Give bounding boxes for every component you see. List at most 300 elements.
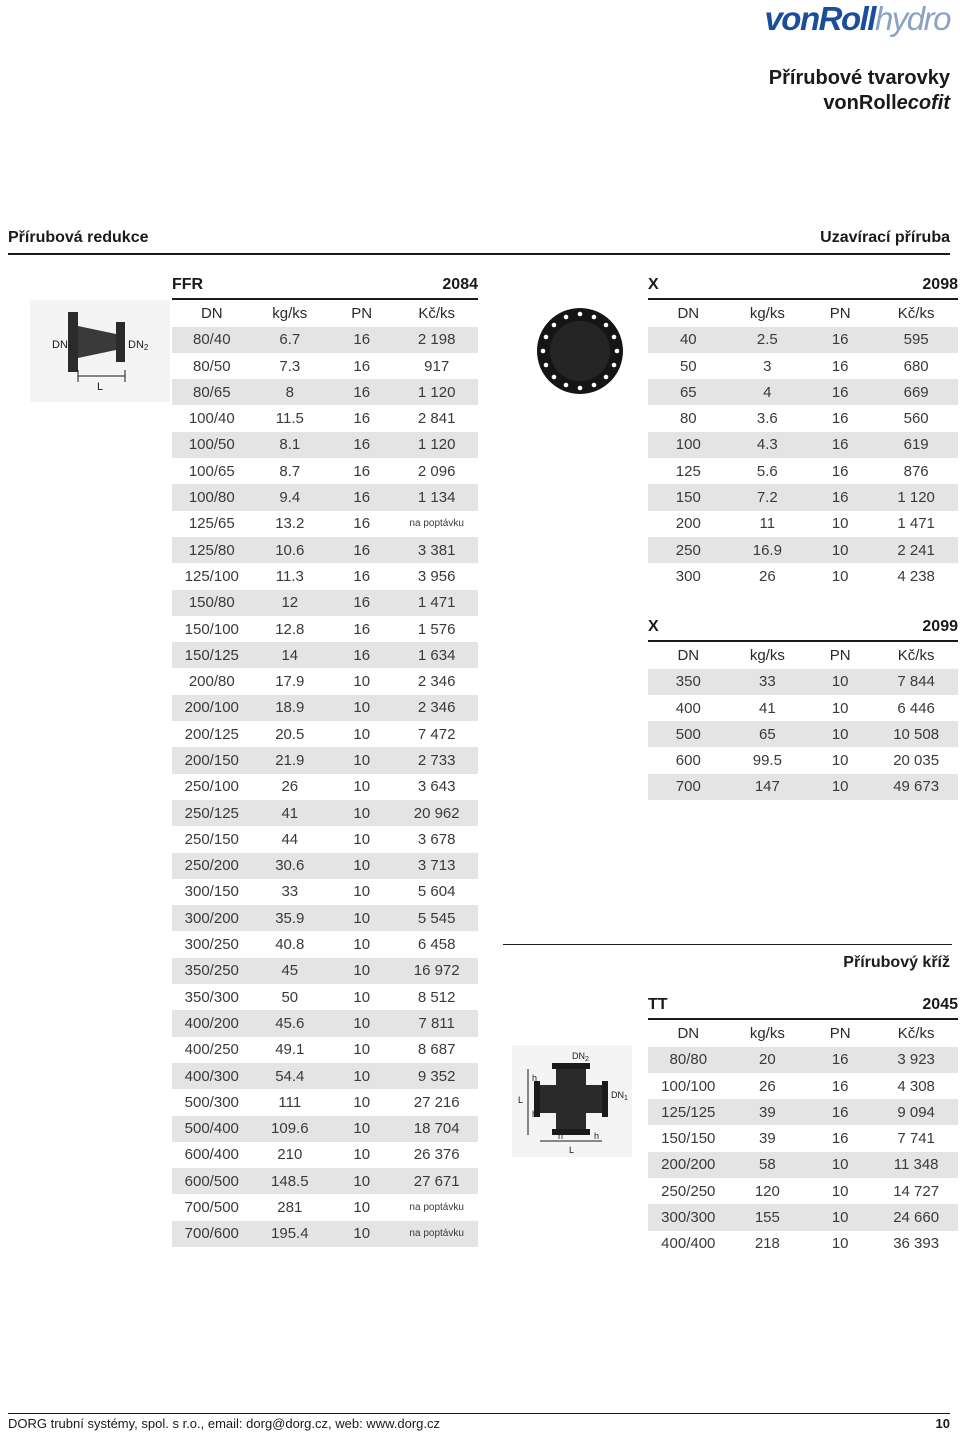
table-cell: 2 841 [417,410,456,428]
table-cell: 7 472 [417,725,456,743]
table-cell: 250 [648,537,729,563]
table-cell: 669 [874,379,958,405]
table-cell: 300/150 [184,883,239,901]
table-cell: 10 [831,752,849,770]
table-cell: 39 [759,1130,776,1148]
column-header: PN [829,1024,851,1042]
table-cell: 10 [328,905,395,931]
table-cell: 8 687 [417,1041,456,1059]
footer-company: DORG trubní systémy, spol. s r.o., email: dorg@dorg.cz, web: www.dorg.cz [8,1416,440,1431]
table-cell: 10 [328,1168,395,1194]
table-row [648,1047,958,1073]
table-row [172,695,478,721]
table-cell: 5 545 [395,905,478,931]
table-cell: 41 [252,800,329,826]
table-cell: 250/150 [184,830,239,848]
table-cell: 1 134 [395,484,478,510]
table-cell: 16 [831,462,849,480]
table-cell: 11 348 [874,1152,958,1178]
table-cell: 125 [675,462,701,480]
table-cell: 7 811 [395,1010,478,1036]
table-cell: 400/200 [172,1010,252,1036]
table-cell: 27 671 [395,1168,478,1194]
table-cell: 20 [729,1047,807,1073]
table-cell: 2 346 [395,695,478,721]
table-cell: 150/80 [172,590,252,616]
table-cell: 1 471 [897,515,935,533]
table-cell: 5.6 [756,462,778,480]
table-cell: 4.3 [729,432,807,458]
table-cell: 10 [806,537,874,563]
table-cell: 400/300 [172,1063,252,1089]
table-cell: 10 [806,669,874,695]
column-header-row [648,1019,958,1046]
table-cell: 281 [277,1199,303,1217]
table-cell: 16 [328,537,395,563]
section-title-cross: Přírubový kříž [843,954,950,971]
table-cell: 250/125 [172,800,252,826]
table-cell: 200/80 [188,673,235,691]
table-cell: 200 [675,515,701,533]
table-cell: 16 [328,432,395,458]
table-header [648,992,958,1019]
table-cell: 300/250 [184,936,239,954]
table-cell: 4 238 [897,567,935,585]
table-cell: 200/100 [172,695,252,721]
table-cell: 16 [353,515,371,533]
table-cell: 80/65 [172,379,252,405]
table-cell: 11.5 [275,410,304,428]
table-row [172,747,478,773]
table-cell: 10 [806,1204,874,1230]
table-row [172,642,478,668]
table-cell: 3 678 [417,830,456,848]
table-code: 2098 [922,276,958,294]
table-cell: 700/500 [184,1199,239,1217]
table-cell: 16 [831,357,849,375]
table-cell: 20 035 [893,752,940,770]
table-cell: 40 [648,327,729,353]
table-cell: 111 [278,1093,302,1111]
table-cell: 7.2 [729,484,807,510]
table-cell: 10 [353,1199,371,1217]
cross-price-table [648,992,958,1257]
table-name: X [648,276,659,294]
table-row [172,984,478,1010]
table-cell: 125/65 [188,515,235,533]
table-cell: 1 634 [395,642,478,668]
table-cell: 560 [903,410,929,428]
table-cell: 2 096 [417,462,456,480]
table-cell: 13.2 [275,515,305,533]
table-cell: 16 [353,620,371,638]
table-cell: 6 446 [897,699,935,717]
table-row [648,695,958,721]
cross-label-h-top: h [532,1073,538,1083]
table-row [172,1063,478,1089]
table-cell: 125/80 [172,537,252,563]
column-header: kg/ks [749,646,785,664]
column-header: DN [200,304,223,322]
table-cell: 595 [874,327,958,353]
table-cell: 619 [874,432,958,458]
table-row [172,1221,478,1247]
table-cell: 1 576 [417,620,456,638]
table-row [648,511,958,537]
table-row [648,1204,958,1230]
table-cell: 10 [831,1235,849,1253]
table-header [648,272,958,299]
table-cell: 30.6 [252,853,329,879]
table-row [172,1116,478,1142]
table-cell: 10 [353,725,371,743]
label-dn2: DN [128,339,144,351]
table-cell: 18 704 [395,1116,478,1142]
table-cell: 7 844 [874,669,958,695]
table-row [172,1168,478,1194]
table-cell: 50 [679,357,697,375]
table-cell: 16 [806,1099,874,1125]
table-cell: 350 [648,669,729,695]
table-cell: 10 [806,721,874,747]
table-cell: 80/40 [172,327,252,353]
table-code: 2045 [922,996,958,1014]
table-cell: 7 741 [897,1130,935,1148]
table-row [172,484,478,510]
table-cell: 11.3 [275,567,304,585]
table-name: FFR [172,276,204,294]
table-cell: 8.1 [252,432,329,458]
table-cell: 100/80 [172,484,252,510]
column-header: kg/ks [749,304,785,322]
table-cell: 500 [648,721,729,747]
table-cell: 20.5 [275,725,305,743]
cross-label-dn1-sub: 1 [624,1095,628,1102]
table-cell: 10 [831,515,849,533]
column-header: kg/ks [272,304,308,322]
table-cell: 400/250 [184,1041,239,1059]
blind-flange-table-2098 [648,272,958,590]
table-cell: 3 643 [417,778,456,796]
table-cell: 10 [353,936,371,954]
table-cell: 700 [648,774,729,800]
table-row [648,669,958,695]
table-cell: 917 [424,357,450,375]
table-row [648,1231,958,1257]
table-cell: 100/50 [172,432,252,458]
table-cell: 2 241 [874,537,958,563]
column-header: PN [829,304,851,322]
table-row [172,327,478,353]
table-cell: 16 [806,379,874,405]
cross-label-h-bottom: h [532,1109,538,1119]
cross-label-h-left: h [558,1131,564,1141]
table-cell: 10 [328,800,395,826]
table-cell: 18.9 [252,695,329,721]
table-row [172,405,478,431]
table-code: 2084 [442,276,478,294]
table-cell: 27 216 [413,1093,460,1111]
table-row [648,379,958,405]
page-title [769,66,950,116]
table-cell: 45.6 [252,1010,329,1036]
cross-label-length-horizontal: L [569,1145,575,1155]
table-row [172,905,478,931]
table-cell: 120 [754,1182,780,1200]
table-cell: 700/600 [172,1221,252,1247]
table-cell: 26 [281,778,299,796]
table-cell: 10 [328,958,395,984]
column-header: PN [351,304,373,322]
table-cell: 3 713 [395,853,478,879]
table-cell: 148.5 [252,1168,329,1194]
table-cell: 16 [353,410,371,428]
table-cell: 36 393 [893,1235,940,1253]
table-cell: 150 [648,484,729,510]
table-cell: 1 120 [395,379,478,405]
table-cell: 16.9 [729,537,807,563]
logo-bold-text: vonRoll [764,0,875,37]
label-dn1: DN [52,339,68,351]
table-row [648,747,958,773]
table-row [172,853,478,879]
table-cell: 3 [763,357,772,375]
reducer-drawing [30,300,170,402]
table-code: 2099 [922,618,958,636]
blind-flange-drawing [535,305,625,397]
table-row [172,958,478,984]
table-cell: 49 673 [874,774,958,800]
table-cell: 876 [903,462,929,480]
table-cell: 3 956 [417,567,456,585]
table-cell: 16 [353,462,371,480]
table-cell: 10 [328,747,395,773]
table-cell: 10 [353,988,371,1006]
table-cell: 10 [353,673,371,691]
label-dn1-sub: 1 [67,343,73,352]
column-header: kg/ks [749,1024,785,1042]
table-cell: 10 [353,830,371,848]
table-row [648,721,958,747]
table-cell: 300 [675,567,701,585]
table-cell: 16 [831,1077,849,1095]
table-cell: 80 [679,410,697,428]
table-cell: 45 [252,958,329,984]
table-row [172,1142,478,1168]
table-name: TT [648,996,668,1014]
table-row [648,563,958,589]
table-row [172,590,478,616]
table-cell: 2 733 [395,747,478,773]
table-row [648,1073,958,1099]
table-cell: 10 [831,699,849,717]
table-cell: 10 [806,774,874,800]
table-cell: 3 923 [874,1047,958,1073]
table-row [648,1178,958,1204]
table-cell: na poptávku [395,1221,478,1247]
table-cell: 10 [328,1010,395,1036]
table-row [648,458,958,484]
vonroll-hydro-logo [764,2,950,36]
table-row [172,826,478,852]
table-cell: 14 727 [893,1182,940,1200]
table-cell: 250/100 [184,778,239,796]
table-row [648,405,958,431]
table-cell: 9.4 [252,484,329,510]
table-cell: 109.6 [252,1116,329,1142]
table-name: X [648,618,659,636]
table-cell: 39 [729,1099,807,1125]
table-cell: 350/300 [184,988,239,1006]
table-cell: 16 972 [395,958,478,984]
table-row [172,379,478,405]
table-cell: 195.4 [252,1221,329,1247]
table-cell: 49.1 [275,1041,305,1059]
table-cell: 10 [806,1152,874,1178]
table-row [648,1125,958,1151]
table-cell: 20 962 [395,800,478,826]
cross-label-dn2-sub: 2 [585,1056,589,1063]
table-cell: 16 [831,410,849,428]
table-cell: 500/300 [184,1093,239,1111]
table-cell: 17.9 [275,673,305,691]
table-cell: 80/80 [648,1047,729,1073]
table-cell: 8 512 [417,988,456,1006]
table-row [648,774,958,800]
table-cell: 16 [328,642,395,668]
title-brand: vonRoll [823,92,897,114]
table-cell: 40.8 [275,936,305,954]
table-cell: 26 376 [413,1146,460,1164]
table-cell: 1 120 [395,432,478,458]
table-row [172,511,478,537]
table-cell: 200/125 [184,725,239,743]
table-row [172,458,478,484]
table-row [648,353,958,379]
table-cell: 3.6 [756,410,778,428]
table-cell: 16 [328,590,395,616]
table-cell: 9 094 [874,1099,958,1125]
table-cell: 210 [277,1146,303,1164]
table-cell: 50 [281,988,299,1006]
table-cell: 150/100 [184,620,239,638]
table-cell: 1 471 [395,590,478,616]
table-cell: 11 [759,515,776,533]
cross-drawing [512,1045,632,1157]
table-cell: 7.3 [279,357,301,375]
table-cell: 54.4 [252,1063,329,1089]
table-cell: 150/125 [172,642,252,668]
table-row [648,537,958,563]
section-title-blind-flange: Uzavírací příruba [820,229,950,246]
cross-label-length-vertical: L [518,1095,524,1105]
table-row [172,774,478,800]
column-header: Kč/ks [418,304,456,322]
label-length: L [97,381,104,393]
table-row [648,327,958,353]
table-row [172,721,478,747]
table-row [172,616,478,642]
table-cell: 16 [806,327,874,353]
table-cell: 16 [328,379,395,405]
table-cell: 10 508 [874,721,958,747]
table-cell: 10 [328,1063,395,1089]
table-cell: 100/65 [188,462,235,480]
table-cell: 10 [353,1146,371,1164]
cross-section-divider [503,944,952,945]
table-row [172,563,478,589]
table-cell: 8 [252,379,329,405]
table-cell: 5 604 [417,883,456,901]
cross-label-dn2: DN [572,1051,585,1061]
table-cell: 4 [729,379,807,405]
column-header-row [648,641,958,668]
column-header: DN [677,646,700,664]
table-cell: 300/200 [172,905,252,931]
table-cell: 16 [806,484,874,510]
column-header: Kč/ks [897,1024,935,1042]
table-cell: 10 [328,853,395,879]
table-cell: 8.7 [279,462,301,480]
blind-flange-svg [535,305,625,397]
table-row [648,1099,958,1125]
table-row [172,537,478,563]
table-cell: 6 458 [417,936,456,954]
reducer-svg [30,300,170,402]
table-cell: 2 346 [417,673,456,691]
table-cell: 250/250 [661,1182,716,1200]
table-cell: 58 [729,1152,807,1178]
table-cell: 33 [281,883,299,901]
table-cell: 14 [252,642,329,668]
table-cell: 200/150 [172,747,252,773]
table-cell: 300/300 [648,1204,729,1230]
column-header: DN [677,304,700,322]
table-row [172,668,478,694]
table-cell: 16 [831,1130,849,1148]
column-header-row [172,299,478,326]
table-row [172,1194,478,1220]
table-cell: 2.5 [729,327,807,353]
table-cell: 1 120 [874,484,958,510]
table-cell: 10 [353,883,371,901]
table-cell: 10 [353,1093,371,1111]
table-row [172,800,478,826]
column-header: Kč/ks [897,304,935,322]
column-header: DN [677,1024,700,1042]
table-cell: 10 [353,1041,371,1059]
page-footer [8,1413,950,1432]
table-cell: 35.9 [252,905,329,931]
table-cell: 21.9 [252,747,329,773]
table-row [648,484,958,510]
table-cell: 44 [281,830,299,848]
title-line-1: Přírubové tvarovky [768,67,950,89]
table-cell: 600/400 [184,1146,239,1164]
table-row [172,353,478,379]
table-cell: 600 [675,752,701,770]
table-cell: 147 [729,774,807,800]
table-cell: 100/40 [188,410,235,428]
table-cell: 41 [759,699,776,717]
table-cell: 400/400 [661,1235,716,1253]
page-number: 10 [935,1416,950,1431]
table-cell: 16 [806,1047,874,1073]
table-cell: 16 [806,432,874,458]
table-cell: 12.8 [275,620,305,638]
column-header-row [648,299,958,326]
table-cell: 16 [328,484,395,510]
